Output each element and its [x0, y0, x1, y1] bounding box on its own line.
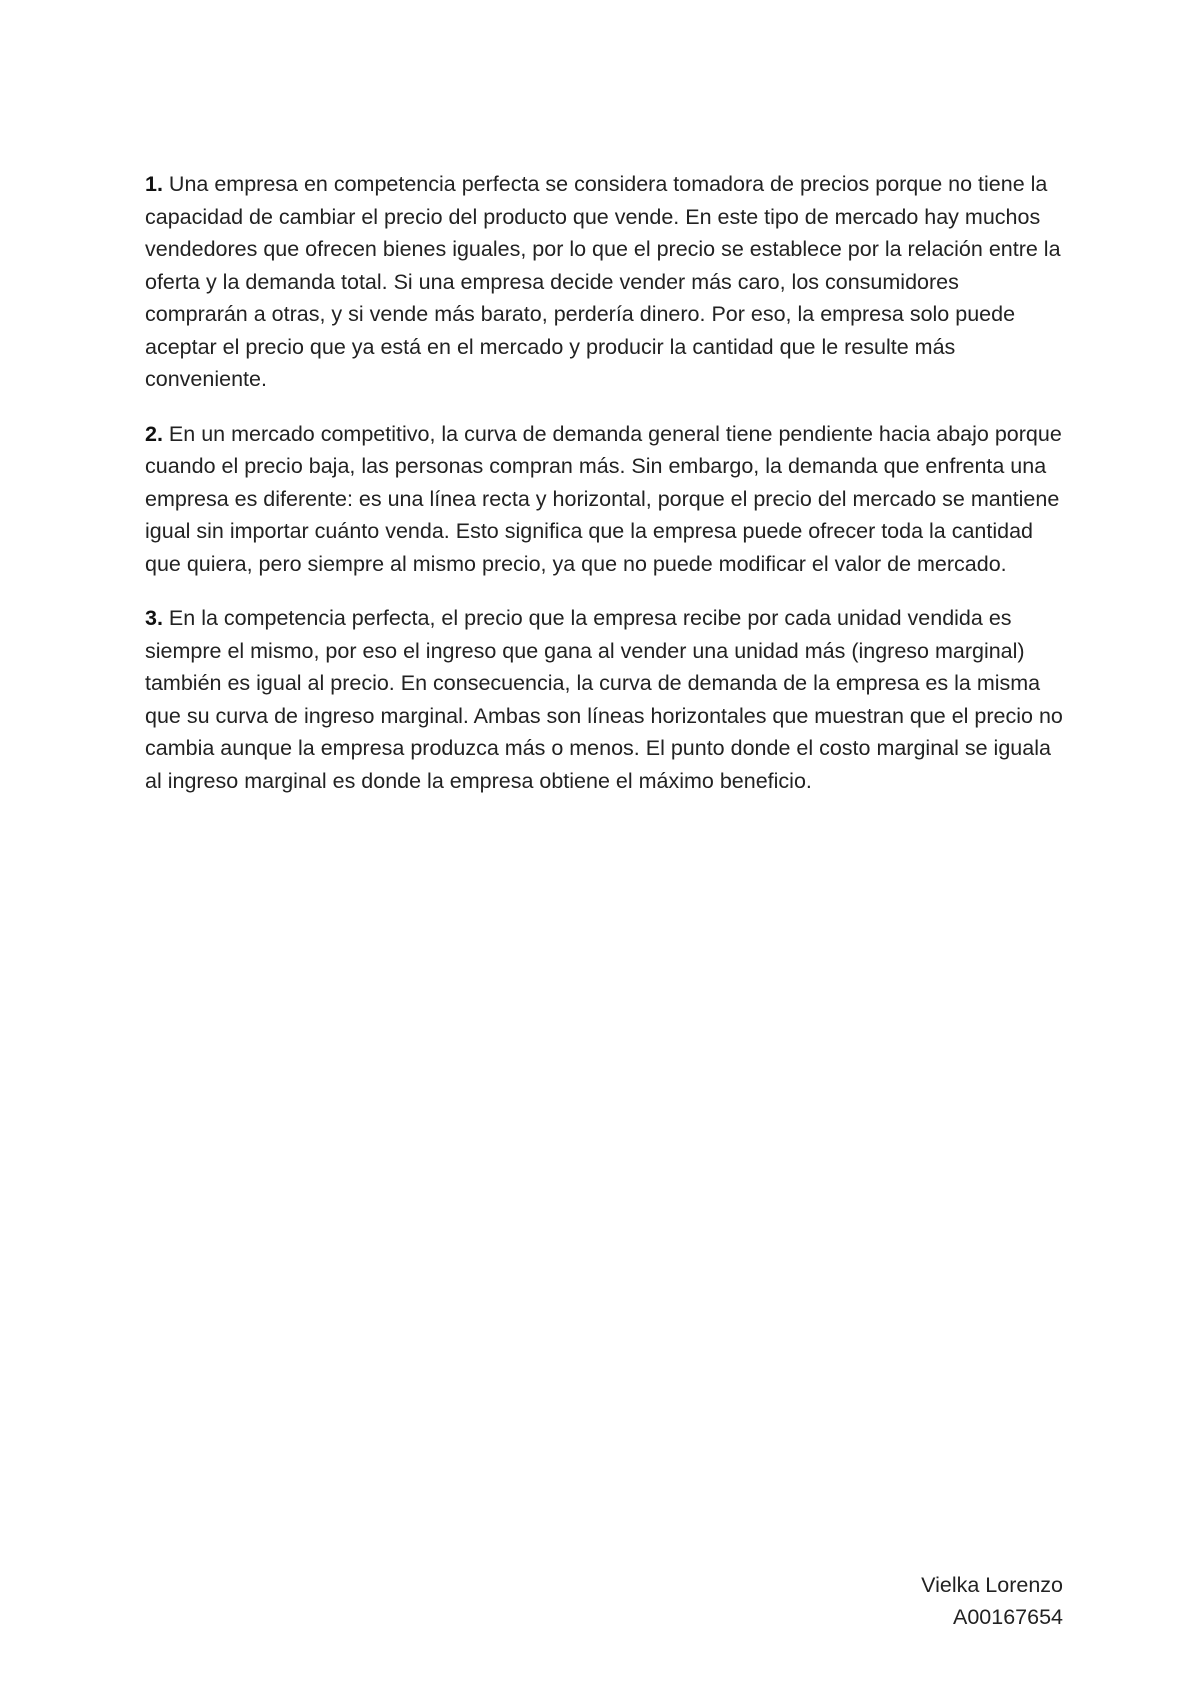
- document-body: [145, 168, 1065, 819]
- paragraph-text: En un mercado competitivo, la curva de demanda general tiene pendiente hacia abajo porque cuando el precio baja, las personas compran más. Sin embargo, la demanda que enfrenta una empresa es diferente: es una línea recta y horizontal, porque el precio del mercado se mantiene igual sin importar cuánto venda. Esto significa que la empresa puede ofrecer toda la cantidad que quiera, pero siempre al mismo precio, ya que no puede modificar el valor de mercado.: [145, 421, 1062, 576]
- paragraph-text: En la competencia perfecta, el precio que la empresa recibe por cada unidad vendida es siempre el mismo, por eso el ingreso que gana al vender una unidad más (ingreso marginal) también es igual al precio. En consecuencia, la curva de demanda de la empresa es la misma que su curva de ingreso marginal. Ambas son líneas horizontales que muestran que el precio no cambia aunque la empresa produzca más o menos. El punto donde el costo marginal se iguala al ingreso marginal es donde la empresa obtiene el máximo beneficio.: [145, 606, 1063, 793]
- paragraph-2: [145, 418, 1065, 581]
- paragraph-number: 1.: [145, 172, 163, 196]
- paragraph-3: [145, 602, 1065, 797]
- student-id: A00167654: [953, 1605, 1063, 1629]
- signature-block: [921, 1569, 1063, 1633]
- paragraph-1: [145, 168, 1065, 396]
- paragraph-number: 2.: [145, 421, 163, 446]
- paragraph-text: Una empresa en competencia perfecta se considera tomadora de precios porque no tiene la capacidad de cambiar el precio del producto que vende. En este tipo de mercado hay muchos vendedores que ofrecen bienes iguales, por lo que el precio se establece por la relación entre la oferta y la demanda total. Si una empresa decide vender más caro, los consumidores comprarán a otras, y si vende más barato, perdería dinero. Por eso, la empresa solo puede aceptar el precio que ya está en el mercado y producir la cantidad que le resulte más conveniente.: [145, 172, 1061, 391]
- author-name: Vielka Lorenzo: [921, 1573, 1063, 1597]
- paragraph-number: 3.: [145, 606, 163, 630]
